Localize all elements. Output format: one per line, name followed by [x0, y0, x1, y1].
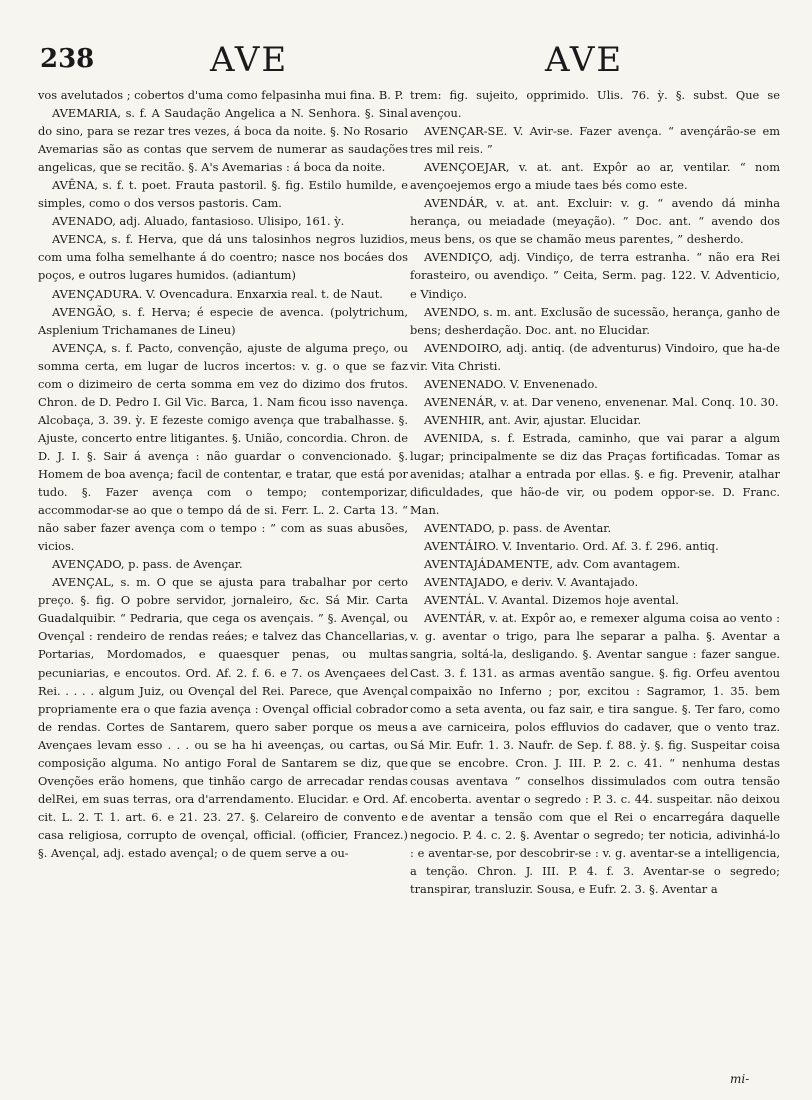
entry-avendico: AVENDIÇO, adj. Vindiço, de terra estranha. “ não era Rei forasteiro, ou avendiço. ” Ceita, Serm. pag. 122. V. Adventicio, e Vindiço. [410, 250, 780, 301]
entry-avental: AVENTÁL. V. Avantal. Dizemos hoje avental. [424, 593, 679, 608]
entry-avencado: AVENÇADO, p. pass. de Avençar. [52, 557, 243, 572]
right-column [410, 86, 780, 898]
entry-aventar: AVENTÁR, v. at. Expôr ao, e remexer alguma coisa ao vento : v. g. aventar o trigo, para lhe separar a palha. §. Aventar a sangria, soltá-la, desligando. §. Aventar sangue : fazer sangue. Cast. 3. f. 131. as armas aventão sangue. §. fig. Orfeu aventou compaixão no Inferno ; por, excitou : Sagramor, 1. 35. bem como a seta aventa, ou faz sair, e tira sangue. §. Ter faro, como a ave carniceira, polos effluvios do cadaver, que o vento traz. Sá Mir. Eufr. 1. 3. Naufr. de Sep. f. 88. ỳ. §. fig. Suspeitar coisa que se encobre. Cron. J. III. P. 2. c. 41. “ nenhuma destas cousas aventava ” conselhos dissimulados com outra tensão encoberta. aventar o segredo : P. 3. c. 44. suspeitar. não deixou de aventar a tensão com que el Rei o encarregára daquelle negocio. P. 4. c. 2. §. Aventar o segredo; ter noticia, adivinhá-lo : e aventar-se, por descobrir-se : v. g. aventar-se a intelligencia, a tenção. Chron. J. III. P. 4. f. 3. Aventar-se o segredo; transpirar, transluzir. Sousa, e Eufr. 2. 3. §. Aventar a [410, 611, 780, 897]
entry-aventajadamente: AVENTAJÁDAMENTE, adv. Com avantagem. [424, 557, 681, 572]
entry-avengao: AVENGÃO, s. f. Herva; é especie de avenca. (polytrichum, Asplenium Trichamanes de Lineu) [38, 304, 408, 337]
entry-avenhir: AVENHIR, ant. Avir, ajustar. Elucidar. [424, 412, 642, 427]
entry-avenida: AVENIDA, s. f. Estrada, caminho, que vai parar a algum lugar; principalmente se diz das Praças fortificadas. Tomar as avenidas; atalhar a entrada por ellas. §. e fig. Prevenir, atalhar dificuldades, que hão-de vir, ou podem oppor-se. D. Franc. Man. [410, 430, 780, 518]
page-number: 238 [40, 44, 95, 74]
running-header [0, 40, 812, 80]
entry-continuation: vos avelutados ; cobertos d'uma como felpasinha mui fina. B. P. [38, 88, 404, 102]
guide-word-left: AVE [210, 40, 289, 80]
entry-avencal: AVENÇAL, s. m. O que se ajusta para trabalhar por certo preço. §. fig. O pobre servidor, jornaleiro, &c. Sá Mir. Carta Guadalquibir. “ Pedraria, que cega os avençais. ” §. Avençal, ou Ovençal : rendeiro de rendas reáes; e talvez das Chancellarias, Portarias, Mordomados, e quaesquer penas, ou multas pecuniarias, e encoutos. Ord. Af. 2. f. 6. e 7. os Avençaees del Rei. . . . . algum Juiz, ou Ovençal del Rei. Parece, que Avençal propriamente era o que fazia avença : Ovençal official cobrador de rendas. Cortes de Santarem, quero saber porque os meus Avençaes levam esso . . . ou se ha hi aveenças, ou cartas, ou composição alguma. No antigo Foral de Santarem se diz, que Ovenções erão homens, que tinhão cargo de arrecadar rendas delRei, em suas terras, ora d'arrendamento. Elucidar. e Ord. Af. cit. L. 2. T. 1. art. 6. e 21. 23. 27. §. Celareiro de convento e casa religiosa, corrupto de ovençal, official. (officier, Francez.) §. Avençal, adj. estado avençal; o de quem serve a ou- [38, 575, 408, 860]
left-column [38, 86, 408, 862]
entry-aventado: AVENTADO, p. pass. de Aventar. [424, 521, 612, 536]
entry-avencoejar: AVENÇOEJAR, v. at. ant. Expôr ao ar, ventilar. “ nom avençoejemos ergo a miude taes bés como este. [410, 160, 780, 193]
entry-avenca: AVENCA, s. f. Herva, que dá uns talosinhos negros luzidios, com uma folha semelhante á do coentro; nasce nos bocáes dos poços, e outros lugares humidos. (adiantum) [38, 232, 408, 283]
entry-avemaria: AVEMARIA, s. f. A Saudação Angelica a N. Senhora. §. Sinal do sino, para se rezar tres vezes, á boca da noite. §. No Rosario Avemarias são as contas que servem de numerar as saudações angelicas, que se recitão. §. A's Avemarias : á boca da noite. [38, 106, 408, 175]
entry-avencar-se: AVENÇAR-SE. V. Avir-se. Fazer avença. “ avençárão-se em tres mil reis. ” [410, 124, 780, 157]
entry-continuation-right: trem: fig. sujeito, opprimido. Ulis. 76. ỳ. §. subst. Que se avençou. [410, 88, 780, 121]
entry-avencadura: AVENÇADURA. V. Ovencadura. Enxarxia real. t. de Naut. [52, 286, 383, 301]
entry-avendoiro: AVENDOIRO, adj. antiq. (de adventurus) Vindoiro, que ha-de vir. Vita Christi. [410, 340, 780, 373]
entry-avena: AVÊNA, s. f. t. poet. Frauta pastoril. §. fig. Estilo humilde, e simples, como o dos versos pastoris. Cam. [38, 178, 408, 211]
entry-avenenar: AVENENÁR, v. at. Dar veneno, envenenar. Mal. Conq. 10. 30. [424, 394, 779, 409]
entry-avenenado: AVENENADO. V. Envenenado. [424, 376, 598, 391]
catchword: mi- [730, 1072, 750, 1086]
entry-aventairo: AVENTÁIRO. V. Inventario. Ord. Af. 3. f. 296. antiq. [424, 539, 719, 554]
entry-avenado: AVENADO, adj. Aluado, fantasioso. Ulisipo, 161. ỳ. [52, 214, 345, 229]
entry-avendo: AVENDO, s. m. ant. Exclusão de sucessão, herança, ganho de bens; desherdação. Doc. ant. no Elucidar. [410, 304, 780, 337]
entry-avenca-pacto: AVENÇA, s. f. Pacto, convenção, ajuste de alguma preço, ou somma certa, em lugar de lucros incertos: v. g. o que se faz com o dizimeiro de certa somma em vez do dizimo dos frutos. Chron. de D. Pedro I. Gil Vic. Barca, 1. Nam ficou isso navença. Alcobaça, 3. 39. ỳ. E fezeste comigo avença que trabalhasse. §. Ajuste, concerto entre litigantes. §. União, concordia. Chron. de D. J. I. §. Sair á avença : não guardar o convencionado. §. Homem de boa avença; facil de contentar, e tratar, que está por tudo. §. Fazer avença com o tempo; contemporizar, accommodar-se ao que o tempo dá de si. Ferr. L. 2. Carta 13. “ não saber fazer avença com o tempo : ” com as suas abusões, vicios. [38, 340, 408, 554]
guide-word-right: AVE [545, 40, 624, 80]
entry-avendar: AVENDÁR, v. at. ant. Excluir: v. g. “ avendo dá minha herança, ou meiadade (meyação). ” Doc. ant. “ avendo dos meus bens, os que se chamão meus parentes, ” desherdo. [410, 196, 780, 247]
entry-aventajado: AVENTAJADO, e deriv. V. Avantajado. [424, 575, 639, 590]
